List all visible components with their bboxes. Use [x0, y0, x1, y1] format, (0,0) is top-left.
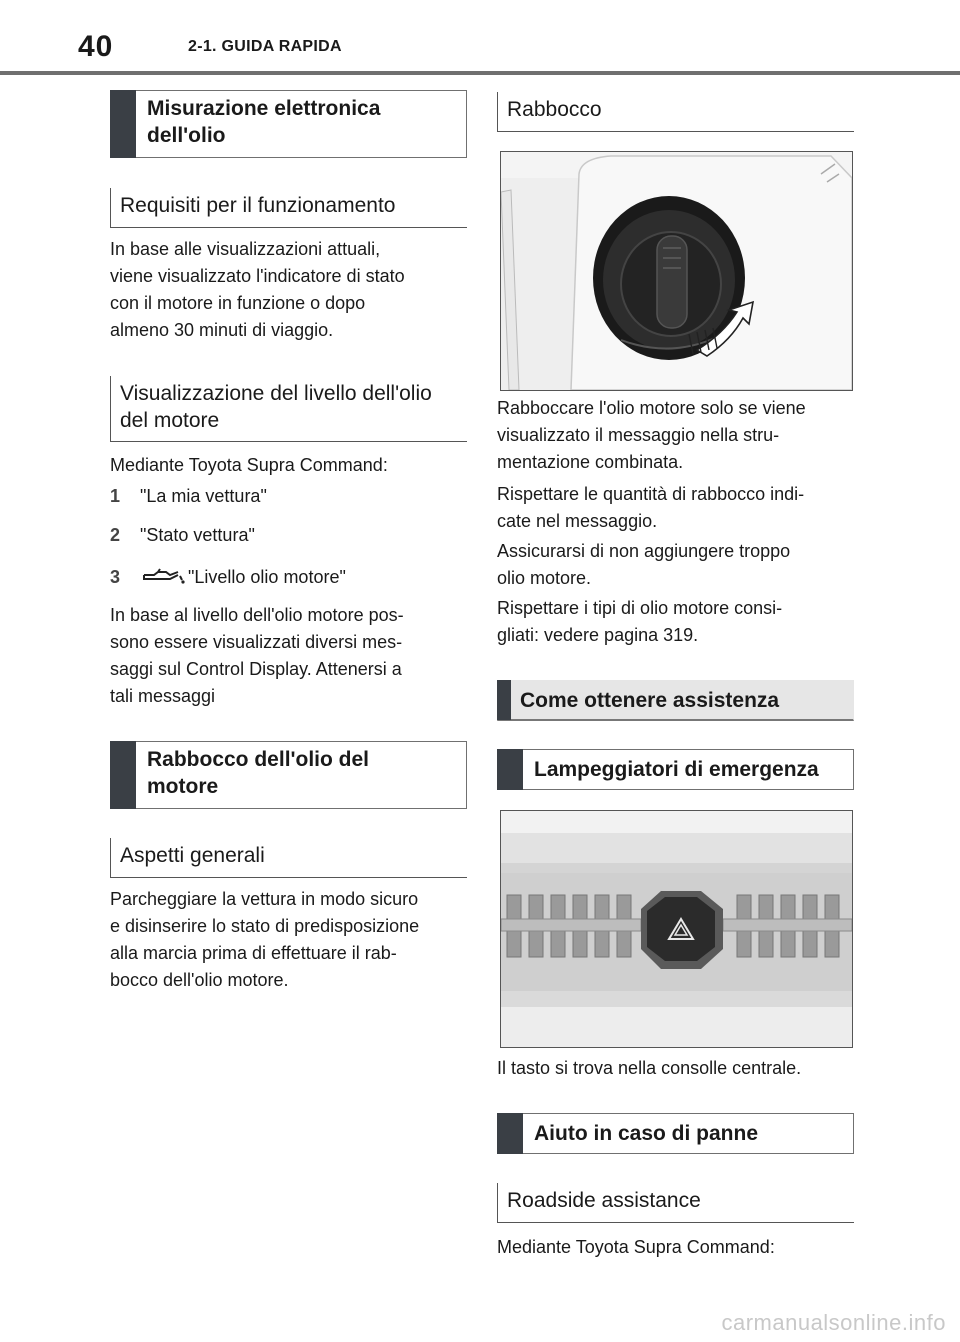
subheading-rabbocco — [497, 92, 854, 132]
watermark: carmanualsonline.info — [721, 1310, 946, 1335]
text-line: Mediante Toyota Supra Command: — [110, 455, 388, 475]
menu-step-3 — [110, 564, 346, 591]
heading-rabbocco-olio — [110, 741, 467, 809]
paragraph-rabbocco-1 — [497, 395, 857, 476]
oil-cap-illustration — [501, 152, 852, 390]
heading-text: Aiuto in caso di panne — [534, 1122, 759, 1145]
text-line: olio motore. — [497, 568, 592, 588]
text-line: Rispettare i tipi di olio motore consi- — [497, 598, 783, 618]
section-title: Come ottenere assistenza — [520, 689, 780, 712]
paragraph-tasto-consolle — [497, 1055, 801, 1082]
text-line: alla marcia prima di effettuare il rab- — [110, 943, 397, 963]
subheading-text: Roadside assistance — [507, 1189, 701, 1212]
subheading-text: Visualizzazione del livello dell'olio — [120, 382, 432, 405]
paragraph-messaggi — [110, 602, 470, 710]
text-line: In base alle visualizzazioni attuali, — [110, 239, 381, 259]
step-number: 3 — [110, 567, 121, 587]
paragraph-rabbocco-3 — [497, 538, 857, 592]
heading-aiuto-panne — [497, 1113, 854, 1154]
text-line: tali messaggi — [110, 686, 216, 706]
oil-level-icon — [140, 566, 188, 586]
text-line: Il tasto si trova nella consolle centrale. — [497, 1058, 802, 1078]
text-line: Mediante Toyota Supra Command: — [497, 1237, 775, 1257]
chapter-title: 2-1. GUIDA RAPIDA — [188, 38, 342, 55]
step-text: "Livello olio motore" — [188, 567, 346, 587]
text-line: Assicurarsi di non aggiungere troppo — [497, 541, 791, 561]
text-line: cate nel messaggio. — [497, 511, 658, 531]
text-line: In base al livello dell'olio motore pos- — [110, 605, 404, 625]
text-line: almeno 30 minuti di viaggio. — [110, 320, 334, 340]
page-number: 40 — [78, 30, 114, 63]
text-line: mentazione combinata. — [497, 452, 684, 472]
page-header — [0, 0, 960, 76]
subheading-aspetti-generali — [110, 838, 467, 878]
subheading-requisiti — [110, 188, 467, 228]
subheading-text: Aspetti generali — [120, 844, 265, 867]
paragraph-rabbocco-4 — [497, 595, 857, 649]
subheading-roadside-assistance — [497, 1183, 854, 1223]
heading-lampeggiatori — [497, 749, 854, 790]
heading-text: Rabbocco dell'olio del — [147, 748, 370, 771]
figure-oil-filler-cap — [500, 151, 853, 391]
text-line: con il motore in funzione o dopo — [110, 293, 366, 313]
text-line: visualizzato il messaggio nella stru- — [497, 425, 780, 445]
heading-text: motore — [147, 775, 219, 798]
heading-misurazione-elettronica — [110, 90, 467, 158]
paragraph-rabbocco-2 — [497, 481, 857, 535]
header-divider — [0, 71, 960, 75]
menu-step-1 — [110, 483, 267, 510]
step-number: 2 — [110, 525, 121, 545]
paragraph-command-intro — [110, 452, 388, 479]
heading-text: Misurazione elettronica dell'olio — [147, 97, 381, 147]
hazard-button-illustration — [501, 811, 852, 1047]
heading-text: Lampeggiatori di emergenza — [534, 758, 819, 781]
figure-hazard-button — [500, 810, 853, 1048]
text-line: gliati: vedere pagina 319. — [497, 625, 699, 645]
text-line: Parcheggiare la vettura in modo sicuro — [110, 889, 419, 909]
subheading-text: Rabbocco — [507, 98, 602, 121]
subheading-text: Requisiti per il funzionamento — [120, 194, 396, 217]
text-line: sono essere visualizzati diversi mes- — [110, 632, 403, 652]
subheading-visualizzazione-livello — [110, 376, 467, 442]
section-come-ottenere-assistenza — [497, 680, 854, 721]
subheading-text: del motore — [120, 409, 220, 432]
text-line: e disinserire lo stato di predisposizione — [110, 916, 420, 936]
paragraph-requisiti — [110, 236, 470, 344]
paragraph-command-intro-2 — [497, 1234, 775, 1261]
text-line: viene visualizzato l'indicatore di stato — [110, 266, 405, 286]
step-text: "Stato vettura" — [140, 525, 255, 545]
step-text: "La mia vettura" — [140, 486, 267, 506]
menu-step-2 — [110, 522, 255, 549]
text-line: saggi sul Control Display. Attenersi a — [110, 659, 402, 679]
paragraph-parcheggiare — [110, 886, 470, 994]
text-line: Rabboccare l'olio motore solo se viene — [497, 398, 806, 418]
text-line: bocco dell'olio motore. — [110, 970, 289, 990]
text-line: Rispettare le quantità di rabbocco indi- — [497, 484, 805, 504]
step-number: 1 — [110, 486, 121, 506]
